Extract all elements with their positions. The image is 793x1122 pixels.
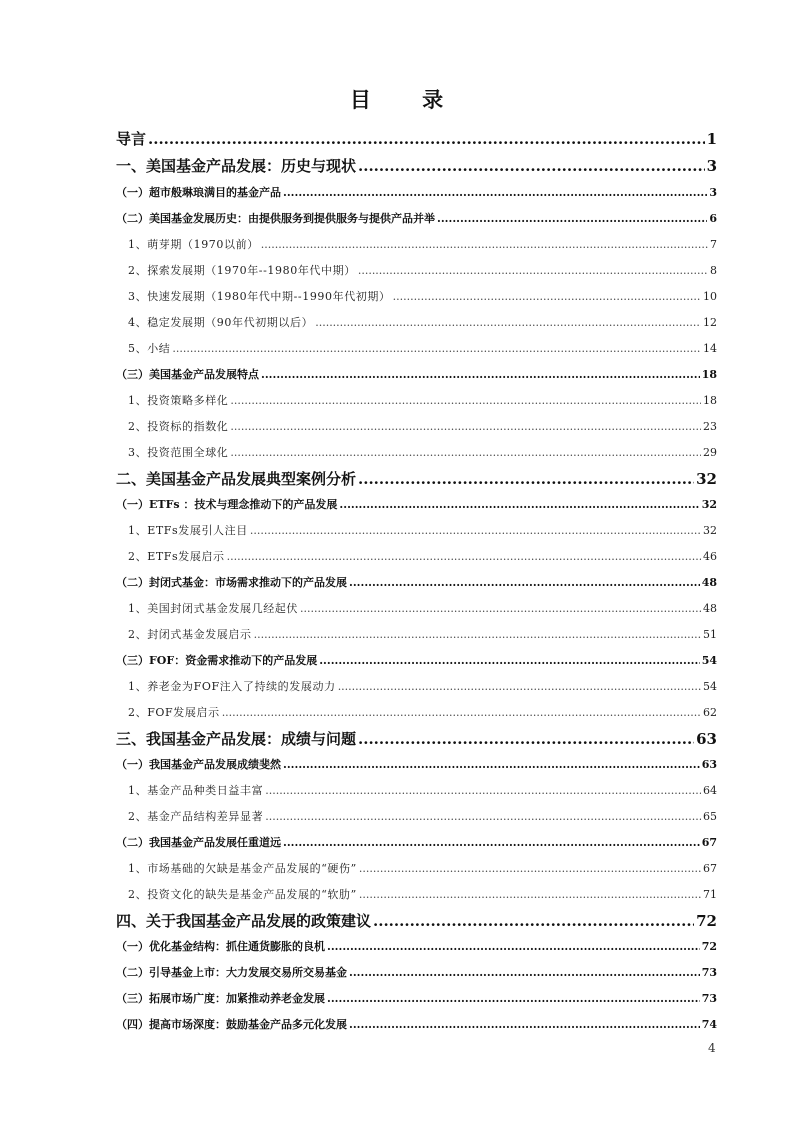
toc-entry[interactable] — [116, 990, 717, 1008]
toc-entry-page: 72 — [701, 940, 717, 953]
toc-entry[interactable] — [116, 444, 717, 462]
toc-entry-page: 63 — [701, 758, 717, 771]
toc-entry-label: 2、投资标的指数化 — [128, 420, 229, 433]
toc-entry-label: 1、萌芽期（1970以前） — [128, 238, 259, 251]
toc-entry[interactable] — [116, 678, 717, 696]
toc-entry-label: 1、基金产品种类日益丰富 — [128, 784, 264, 797]
toc-entry[interactable] — [116, 652, 717, 670]
toc-entry[interactable] — [116, 366, 717, 384]
toc-entry[interactable] — [116, 340, 717, 358]
leader-dots — [254, 626, 701, 644]
toc-entry-page: 1 — [706, 130, 717, 148]
toc-entry-label: 三、我国基金产品发展：成绩与问题 — [116, 730, 357, 748]
leader-dots — [172, 340, 701, 358]
toc-entry[interactable] — [116, 128, 717, 150]
leader-dots — [148, 128, 705, 150]
toc-entry-label: （一）我国基金产品发展成绩斐然 — [116, 758, 281, 771]
toc-entry-label: 3、快速发展期（1980年代中期--1990年代初期） — [128, 290, 391, 303]
toc-entry-page: 10 — [703, 290, 717, 303]
toc-entry-page: 74 — [701, 1018, 717, 1031]
leader-dots — [283, 756, 700, 774]
leader-dots — [300, 600, 701, 618]
toc-entry-page: 48 — [701, 576, 717, 589]
leader-dots — [230, 392, 701, 410]
toc-entry-page: 73 — [701, 992, 717, 1005]
leader-dots — [349, 964, 700, 982]
toc-entry[interactable] — [116, 600, 717, 618]
leader-dots — [358, 728, 694, 750]
leader-dots — [283, 834, 700, 852]
toc-entry[interactable] — [116, 236, 717, 254]
toc-entry[interactable] — [116, 288, 717, 306]
toc-entry-page: 7 — [710, 238, 717, 251]
leader-dots — [373, 910, 694, 932]
toc-entry[interactable] — [116, 782, 717, 800]
toc-entry[interactable] — [116, 392, 717, 410]
toc-entry-label: 二、美国基金产品发展典型案例分析 — [116, 470, 357, 488]
toc-entry-label: （一）超市般琳琅满目的基金产品 — [116, 186, 281, 199]
toc-entry[interactable] — [116, 834, 717, 852]
toc-entry[interactable] — [116, 860, 717, 878]
toc-entry-label: （四）提高市场深度：鼓励基金产品多元化发展 — [116, 1018, 347, 1031]
toc-entry-page: 46 — [703, 550, 717, 563]
toc-entry-page: 72 — [696, 912, 717, 930]
toc-entry[interactable] — [116, 626, 717, 644]
leader-dots — [359, 886, 701, 904]
toc-entry-page: 48 — [703, 602, 717, 615]
toc-entry-page: 54 — [701, 654, 717, 667]
toc-entry[interactable] — [116, 938, 717, 956]
toc-entry[interactable] — [116, 964, 717, 982]
toc-entry-label: 导言 — [116, 130, 147, 148]
toc-entry-label: （一）ETFs ：技术与理念推动下的产品发展 — [116, 498, 338, 511]
toc-entry-page: 29 — [703, 446, 717, 459]
leader-dots — [250, 522, 701, 540]
toc-entry-label: （二）我国基金产品发展任重道远 — [116, 836, 281, 849]
toc-entry-label: 2、封闭式基金发展启示 — [128, 628, 252, 641]
toc-entry[interactable] — [116, 418, 717, 436]
toc-entry[interactable] — [116, 548, 717, 566]
page-number: 4 — [708, 1041, 716, 1055]
leader-dots — [261, 236, 708, 254]
toc-entry[interactable] — [116, 756, 717, 774]
toc-entry-label: 1、ETFs发展引人注目 — [128, 524, 248, 537]
toc-entry[interactable] — [116, 314, 717, 332]
toc-entry-label: 一、美国基金产品发展：历史与现状 — [116, 157, 357, 175]
toc-entry-page: 64 — [703, 784, 717, 797]
leader-dots — [230, 418, 701, 436]
toc-entry-label: 1、美国封闭式基金发展几经起伏 — [128, 602, 298, 615]
toc-entry-page: 32 — [703, 524, 717, 537]
toc-entry-page: 71 — [703, 888, 717, 901]
leader-dots — [319, 652, 699, 670]
leader-dots — [327, 990, 700, 1008]
toc-entry-page: 32 — [696, 470, 717, 488]
toc-entry-page: 18 — [703, 394, 717, 407]
toc-entry-page: 67 — [701, 836, 717, 849]
toc-entry-label: 2、投资文化的缺失是基金产品发展的“软肋” — [128, 888, 357, 901]
leader-dots — [358, 262, 708, 280]
toc-entry-label: 2、基金产品结构差异显著 — [128, 810, 264, 823]
toc-entry[interactable] — [116, 496, 717, 514]
toc-entry[interactable] — [116, 808, 717, 826]
leader-dots — [227, 548, 701, 566]
toc-entry-label: 1、市场基础的欠缺是基金产品发展的“硬伤” — [128, 862, 357, 875]
toc-entry-label: （三）FOF：资金需求推动下的产品发展 — [116, 654, 318, 667]
leader-dots — [339, 496, 699, 514]
toc-entry-page: 14 — [703, 342, 717, 355]
toc-entry-label: 1、投资策略多样化 — [128, 394, 229, 407]
toc-entry-label: 四、关于我国基金产品发展的政策建议 — [116, 912, 372, 930]
toc-entry[interactable] — [116, 522, 717, 540]
toc-entry-label: 1、养老金为FOF注入了持续的发展动力 — [128, 680, 336, 693]
toc-entry-page: 67 — [703, 862, 717, 875]
toc-entry-label: （一）优化基金结构：抓住通货膨胀的良机 — [116, 940, 325, 953]
toc-entry[interactable] — [116, 210, 717, 228]
leader-dots — [265, 808, 701, 826]
toc-entry[interactable] — [116, 728, 717, 750]
leader-dots — [358, 468, 694, 490]
toc-entry-label: （二）封闭式基金：市场需求推动下的产品发展 — [116, 576, 347, 589]
toc-entry[interactable] — [116, 574, 717, 592]
toc-entry-label: （三）美国基金产品发展特点 — [116, 368, 259, 381]
leader-dots — [265, 782, 701, 800]
toc-entry-page: 65 — [703, 810, 717, 823]
toc-entry-page: 6 — [709, 212, 717, 225]
toc-entry[interactable] — [116, 155, 717, 177]
leader-dots — [349, 574, 700, 592]
toc-entry-label: 2、FOF发展启示 — [128, 706, 220, 719]
toc-entry[interactable] — [116, 262, 717, 280]
leader-dots — [230, 444, 701, 462]
toc-entry-page: 23 — [703, 420, 717, 433]
leader-dots — [437, 210, 707, 228]
leader-dots — [358, 155, 705, 177]
toc-entry[interactable] — [116, 1016, 717, 1034]
toc-entry[interactable] — [116, 184, 717, 202]
leader-dots — [327, 938, 700, 956]
toc-entry-label: 2、探索发展期（1970年--1980年代中期） — [128, 264, 356, 277]
toc-entry-page: 54 — [703, 680, 717, 693]
toc-entry-page: 32 — [701, 498, 717, 511]
toc-entry-page: 8 — [710, 264, 717, 277]
leader-dots — [222, 704, 701, 722]
toc-entry-page: 3 — [706, 157, 717, 175]
toc-entry-page: 18 — [701, 368, 717, 381]
toc-entry-label: （三）拓展市场广度：加紧推动养老金发展 — [116, 992, 325, 1005]
leader-dots — [359, 860, 701, 878]
leader-dots — [283, 184, 707, 202]
leader-dots — [349, 1016, 700, 1034]
toc-entry-page: 3 — [709, 186, 717, 199]
toc-entry[interactable] — [116, 910, 717, 932]
toc-entry-page: 62 — [703, 706, 717, 719]
toc-entry-page: 63 — [696, 730, 717, 748]
leader-dots — [393, 288, 701, 306]
leader-dots — [261, 366, 700, 384]
toc-entry-page: 12 — [703, 316, 717, 329]
leader-dots — [338, 678, 701, 696]
toc-entry-label: （二）引导基金上市：大力发展交易所交易基金 — [116, 966, 347, 979]
toc-title: 目 录 — [349, 87, 466, 112]
toc-entry-label: （二）美国基金发展历史：由提供服务到提供服务与提供产品并举 — [116, 212, 435, 225]
toc-entry-page: 51 — [703, 628, 717, 641]
toc-entry-label: 5、小结 — [128, 342, 171, 355]
toc-entry-page: 73 — [701, 966, 717, 979]
toc-entry[interactable] — [116, 704, 717, 722]
leader-dots — [315, 314, 701, 332]
toc-entry-label: 2、ETFs发展启示 — [128, 550, 225, 563]
toc-entry[interactable] — [116, 468, 717, 490]
toc-entry[interactable] — [116, 886, 717, 904]
toc-entry-label: 4、稳定发展期（90年代初期以后） — [128, 316, 314, 329]
toc-entry-label: 3、投资范围全球化 — [128, 446, 229, 459]
